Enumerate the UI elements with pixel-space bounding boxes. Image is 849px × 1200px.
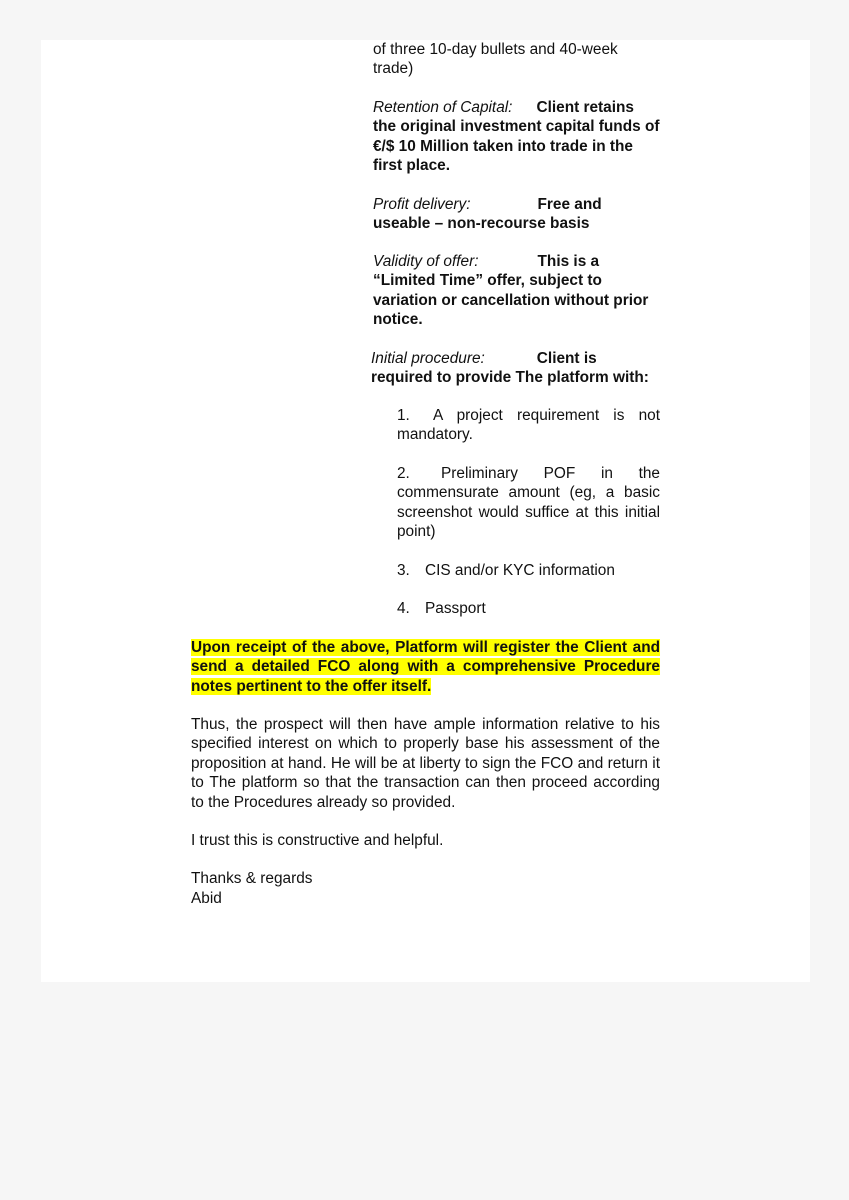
profit-label: Profit delivery: [373,196,471,213]
profit-text: Free and useable – non-recourse basis [373,196,602,233]
list-item-text: CIS and/or KYC information [425,562,615,579]
retention-text: Client retains the original investment capital funds of €/$ 10 Million taken into trade in the first place. [373,99,660,175]
validity-text: This is a “Limited Time” offer, subject to variation or cancellation without prior notice. [373,253,649,329]
list-item-number: 2. [397,465,410,482]
closing-line: Thanks & regards [191,870,313,887]
list-item-number: 4. [397,600,410,617]
procedure-text: Client is required to provide The platform with: [371,350,649,387]
list-item-number: 3. [397,562,410,579]
list-item-text: Passport [425,600,486,617]
procedure-label: Initial procedure: [371,350,485,367]
retention-of-capital-section [373,98,661,176]
list-item [397,599,660,618]
initial-procedure-section [371,349,661,388]
highlighted-paragraph [191,638,660,696]
list-item-text: Preliminary POF in the commensurate amount (eg, a basic screenshot would suffice at this initial point) [397,465,660,541]
list-item-number: 1. [397,407,410,424]
retention-label: Retention of Capital: [373,99,513,116]
highlighted-text: Upon receipt of the above, Platform will register the Client and send a detailed FCO along with a comprehensive Procedure notes pertinent to the offer itself. [191,639,660,695]
trust-line: I trust this is constructive and helpful. [191,832,444,849]
validity-of-offer-section [373,252,661,330]
thus-paragraph: Thus, the prospect will then have ample information relative to his specified interest on which to properly base his assessment of the proposition at hand. He will be at liberty to sign the FCO and return it to The platform so that the transaction can then proceed according to the Procedures already so provided. [191,716,660,811]
list-item-text: A project requirement is not mandatory. [397,407,660,444]
trade-fragment: of three 10-day bullets and 40-week trade) [373,41,618,78]
list-item [397,561,660,580]
profit-delivery-section [373,195,661,234]
validity-label: Validity of offer: [373,253,479,270]
document-page [41,40,810,982]
list-item [397,464,660,542]
list-item [397,406,660,445]
signature-name: Abid [191,890,222,907]
